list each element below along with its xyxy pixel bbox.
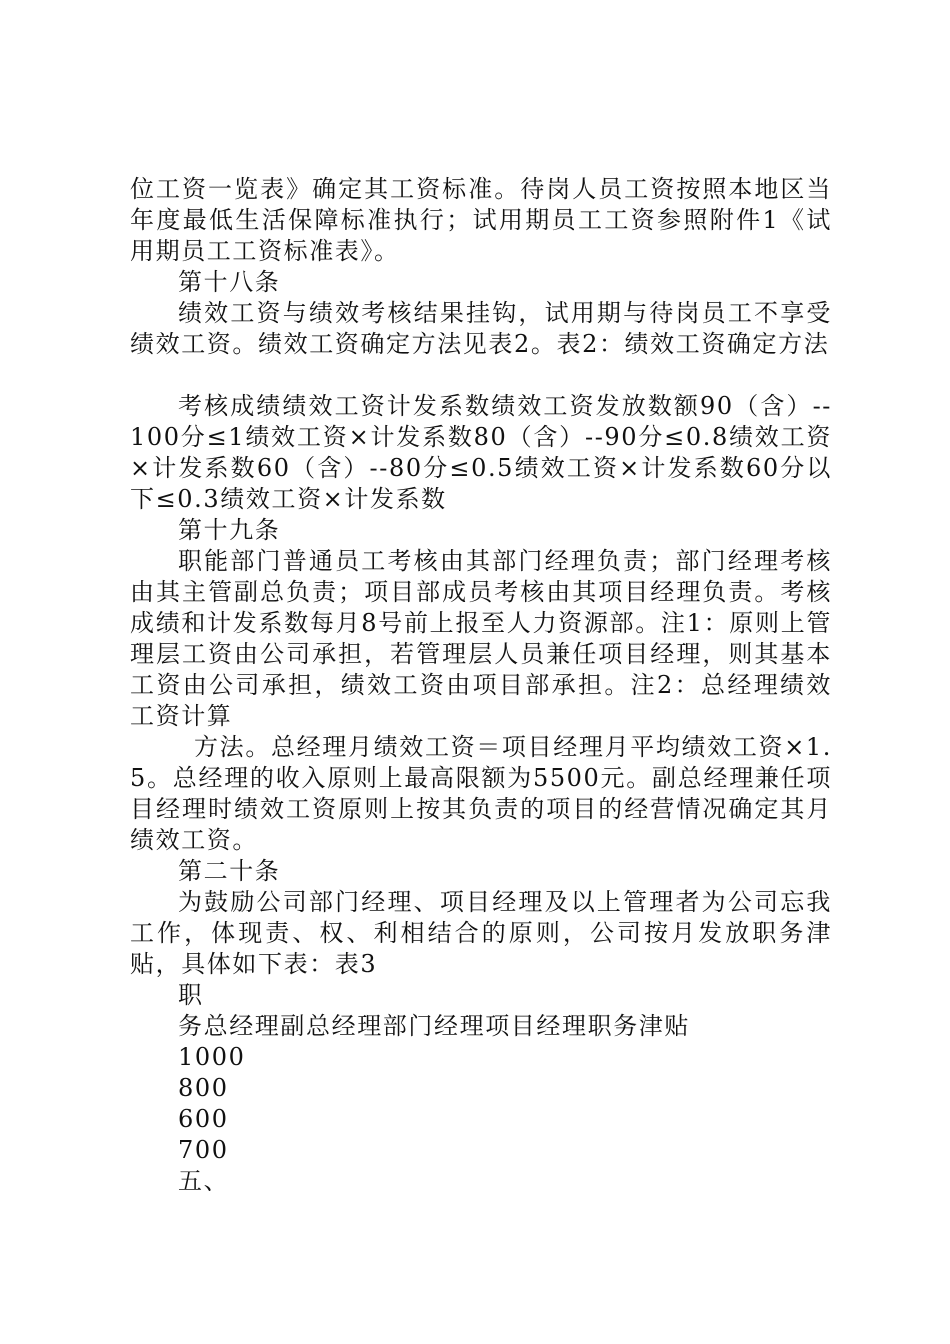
table3-value: 800 — [178, 1074, 229, 1102]
table3-value: 700 — [178, 1136, 229, 1164]
table3-value: 600 — [178, 1105, 229, 1133]
blank-line — [130, 360, 832, 391]
paragraph-gm-pay: 方法。总经理月绩效工资＝项目经理月平均绩效工资×1.5。总经理的收入原则上最高限额为5500元。副总经理兼任项目经理时绩效工资原则上按其负责的项目的经营情况确定其月绩效工资。 — [130, 733, 832, 854]
paragraph-allowance: 为鼓励公司部门经理、项目经理及以上管理者为公司忘我工作，体现责、权、利相结合的原则，公司按月发放职务津贴，具体如下表：表3 — [130, 888, 832, 978]
article-18-heading: 第十八条 — [178, 268, 281, 296]
table3-value: 1000 — [178, 1043, 246, 1071]
document-page — [130, 174, 832, 1197]
table3-line-1: 职 — [178, 981, 204, 1009]
paragraph-assessment: 职能部门普通员工考核由其部门经理负责；部门经理考核由其主管副总负责；项目部成员考核由其项目经理负责。考核成绩和计发系数每月8号前上报至人力资源部。注1：原则上管理层工资由公司承担，若管理层人员兼任项目经理，则其基本工资由公司承担，绩效工资由项目部承担。注2：总经理绩效工资计算 — [130, 547, 832, 730]
paragraph-performance-pay: 绩效工资与绩效考核结果挂钩，试用期与待岗员工不享受绩效工资。绩效工资确定方法见表2。表2：绩效工资确定方法 — [130, 299, 832, 358]
paragraph-performance-table: 考核成绩绩效工资计发系数绩效工资发放数额90（含）--100分≤1绩效工资×计发系数80（含）--90分≤0.8绩效工资×计发系数60（含）--80分≤0.5绩效工资×计发系数60分以下≤0.3绩效工资×计发系数 — [130, 392, 832, 513]
paragraph-wage-standard: 位工资一览表》确定其工资标准。待岗人员工资按照本地区当年度最低生活保障标准执行；试用期员工工资参照附件1《试用期员工工资标准表》。 — [130, 175, 832, 265]
table3-header: 务总经理副总经理部门经理项目经理职务津贴 — [178, 1012, 690, 1040]
article-19-heading: 第十九条 — [178, 516, 281, 544]
section-five-heading: 五、 — [178, 1167, 230, 1195]
article-20-heading: 第二十条 — [178, 857, 281, 885]
